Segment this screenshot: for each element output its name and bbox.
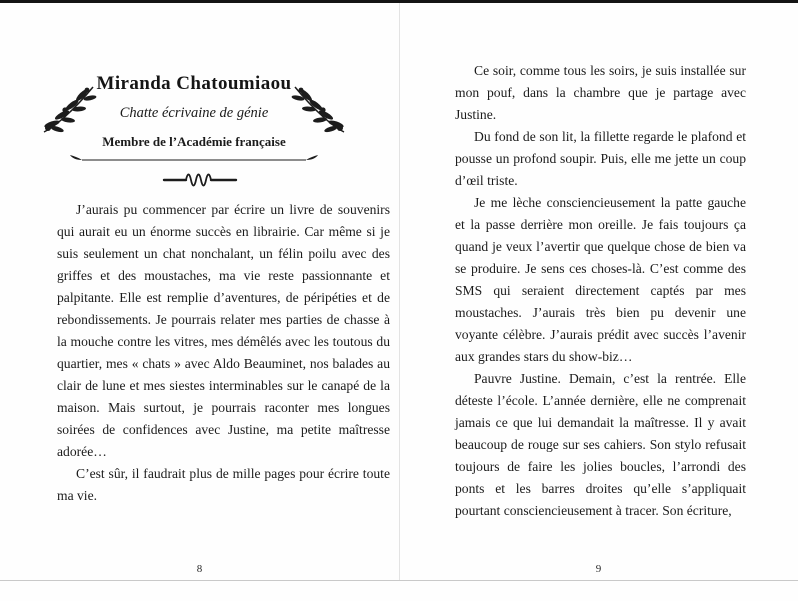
paragraph: J’aurais pu commencer par écrire un livre de souvenirs qui aurait eu un énorme succès en librairie. Car même si je suis seulement un chat nonchalant, un félin poilu avec des griffes et des moustaches, ma vie reste passionnante et palpitante. Elle est remplie d’aventures, de péripéties et de rebondissements. Je pourrais relater mes parties de chasse à la mouche contre les vitres, mes démêlés avec les toutous du quartier, mes « chats » avec Aldo Beauminet, nos balades au clair de lune et mes siestes interminables sur le canapé de la maison. Mais surtout, je pourrais raconter mes longues soirées de confidences avec Justine, ma petite maîtresse adorée… [57, 202, 390, 459]
chapter-title: Miranda Chatoumiaou [96, 73, 292, 94]
page-number-left: 8 [196, 563, 203, 575]
left-page-text [57, 199, 390, 507]
page-left [0, 3, 399, 580]
chapter-subtitle: Chatte écrivaine de génie [119, 105, 269, 121]
right-page-text [455, 60, 746, 522]
paragraph: Pauvre Justine. Demain, c’est la rentrée. Elle déteste l’école. L’année dernière, elle ne comprenait jamais ce que lui demandait la maîtresse. Il y avait beaucoup de rouge sur ses cahiers. Son stylo refusait toujours de faire les jolies boucles, l’arrondi des ponts et les barres droites qu’elle s’appliquait pourtant consciencieusement à tracer. Son écriture, [455, 371, 746, 518]
chapter-header [42, 72, 346, 171]
page-number-right: 9 [595, 563, 602, 575]
paragraph: Du fond de son lit, la fillette regarde le plafond et pousse un profond soupir. Puis, elle me jette un coup d’œil triste. [455, 129, 746, 188]
paragraph: Je me lèche consciencieusement la patte gauche et la passe derrière mon oreille. Je fais toujours ça quand je veux l’avertir que quelque chose de bien va se produire. Je sens ces choses-là. C’est comme des SMS qui seraient directement captés par mes moustaches. J’aurais très bien pu devenir une voyante célèbre. J’aurais prédit avec succès l’avenir aux grandes stars du show-biz… [455, 195, 746, 364]
bottom-border [0, 580, 798, 581]
paragraph: Ce soir, comme tous les soirs, je suis installée sur mon pouf, dans la chambre que je partage avec Justine. [455, 63, 746, 122]
ornament-divider-icon [0, 171, 399, 194]
chapter-affiliation: Membre de l’Académie française [102, 134, 286, 149]
flourish-underline-icon [42, 153, 346, 171]
page-right [399, 3, 798, 580]
olive-branch-right-icon [290, 82, 348, 136]
paragraph: C’est sûr, il faudrait plus de mille pages pour écrire toute ma vie. [57, 466, 390, 503]
olive-branch-left-icon [40, 82, 98, 136]
